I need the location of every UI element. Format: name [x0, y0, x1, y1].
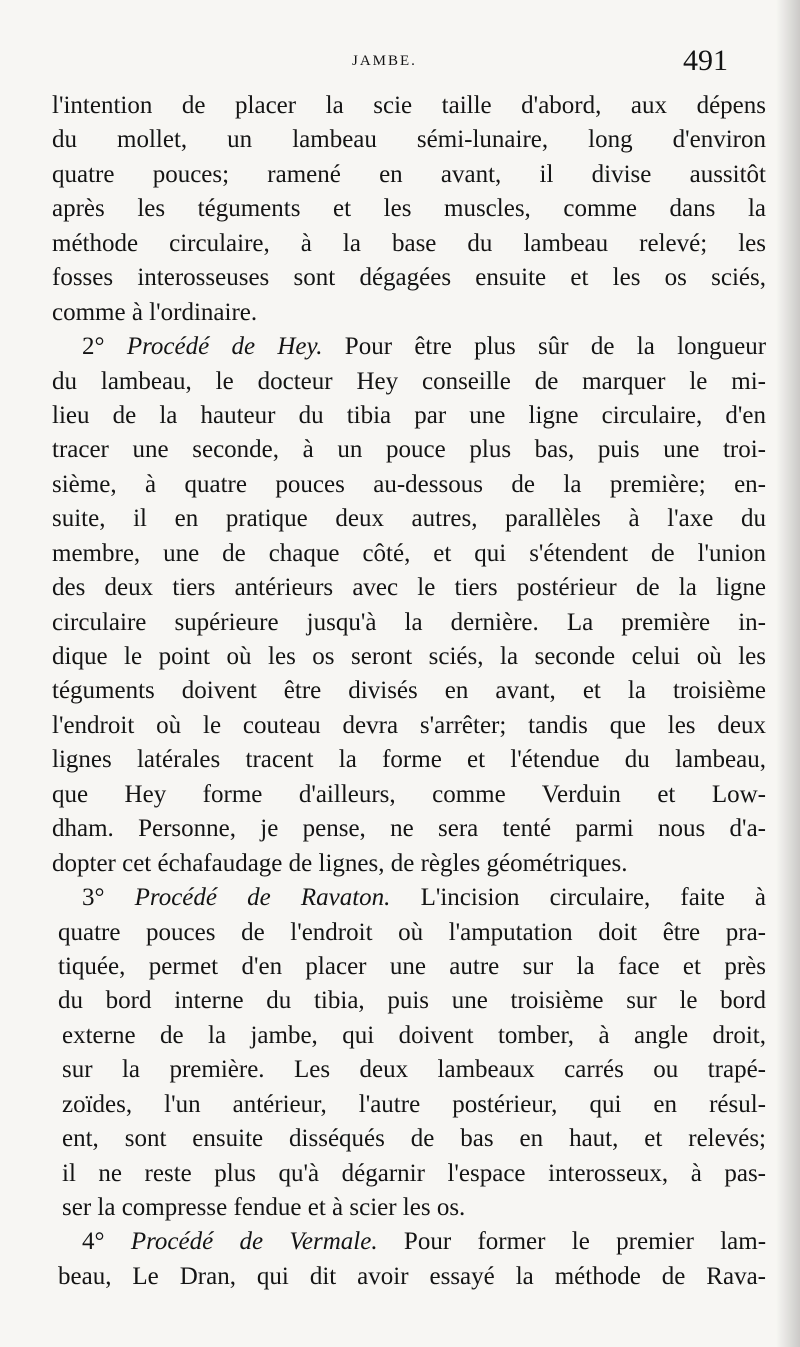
body-text — [52, 89, 766, 1294]
text-line: tiquée, permet d'en placer une autre sur la face et près — [58, 952, 766, 980]
text-run: L'incision circulaire, faite à — [420, 884, 767, 912]
section-heading-hey: Procédé de Hey. — [126, 333, 323, 361]
section-heading-vermale: Procédé de Vermale. — [130, 1228, 378, 1256]
text-line: après les téguments et les muscles, comme dans la — [52, 195, 766, 223]
text-line: du bord interne du tibia, puis une troisième sur le bord — [58, 987, 766, 1015]
text-line: méthode circulaire, à la base du lambeau relevé; les — [52, 229, 766, 257]
text-line: dopter cet échafaudage de lignes, de règles géométriques. — [52, 849, 628, 877]
text-line: sième, à quatre pouces au-dessous de la première; en- — [52, 470, 766, 498]
text-line: externe de la jambe, qui doivent tomber, à angle droit, — [62, 1021, 766, 1049]
text-line: dique le point où les os seront sciés, la seconde celui où les — [52, 643, 766, 670]
text-line: téguments doivent être divisés en avant, et la troisième — [52, 677, 766, 705]
section-number: 3° — [82, 884, 105, 912]
text-line: ser la compresse fendue et à scier les os. — [62, 1194, 466, 1221]
paragraph-ravaton-start — [52, 881, 766, 915]
paragraph-hey-start — [52, 330, 766, 364]
text-line: l'intention de placer la scie taille d'abord, aux dépens — [52, 92, 766, 119]
page-header — [0, 44, 800, 86]
text-line: circulaire supérieure jusqu'à la dernière. La première in- — [52, 608, 766, 636]
text-line: suite, il en pratique deux autres, parallèles à l'axe du — [52, 505, 766, 533]
text-line: membre, une de chaque côté, et qui s'étendent de l'union — [52, 539, 766, 567]
text-line: que Hey forme d'ailleurs, comme Verduin et Low- — [52, 780, 766, 808]
paragraph-vermale-start — [52, 1225, 766, 1259]
section-number: 4° — [82, 1228, 105, 1256]
page-number: 491 — [683, 44, 728, 77]
text-line: dham. Personne, je pense, ne sera tenté parmi nous d'a- — [52, 815, 766, 843]
running-title: JAMBE. — [352, 53, 417, 69]
text-line: tracer une seconde, à un pouce plus bas, puis une troi- — [52, 436, 766, 464]
text-line: beau, Le Dran, qui dit avoir essayé la méthode de Rava- — [58, 1262, 766, 1290]
text-line: sur la première. Les deux lambeaux carrés ou trapé- — [62, 1056, 766, 1084]
text-line: du lambeau, le docteur Hey conseille de marquer le mi- — [52, 367, 766, 395]
text-run: Pour être plus sûr de la longueur — [344, 333, 767, 361]
section-heading-ravaton: Procédé de Ravaton. — [134, 884, 391, 912]
text-line: des deux tiers antérieurs avec le tiers postérieur de la ligne — [52, 574, 766, 602]
page-edge-shadow — [776, 0, 800, 1347]
text-line: l'endroit où le couteau devra s'arrêter; tandis que les deux — [52, 711, 766, 739]
text-line: ent, sont ensuite disséqués de bas en haut, et relevés; — [62, 1125, 766, 1153]
text-line: quatre pouces; ramené en avant, il divise aussitôt — [52, 160, 766, 188]
text-line: comme à l'ordinaire. — [52, 298, 258, 326]
section-number: 2° — [82, 333, 105, 361]
text-line: lieu de la hauteur du tibia par une ligne circulaire, d'en — [52, 401, 766, 429]
text-line: fosses interosseuses sont dégagées ensuite et les os sciés, — [52, 264, 766, 292]
text-run: Pour former le premier lam- — [403, 1228, 767, 1256]
text-line: lignes latérales tracent la forme et l'étendue du lambeau, — [52, 746, 766, 774]
text-line: quatre pouces de l'endroit où l'amputation doit être pra- — [58, 918, 766, 946]
text-line: zoïdes, l'un antérieur, l'autre postérieur, qui en résul- — [62, 1090, 766, 1118]
text-line: il ne reste plus qu'à dégarnir l'espace interosseux, à pas- — [62, 1159, 766, 1187]
text-line: du mollet, un lambeau sémi-lunaire, long d'environ — [52, 126, 766, 154]
